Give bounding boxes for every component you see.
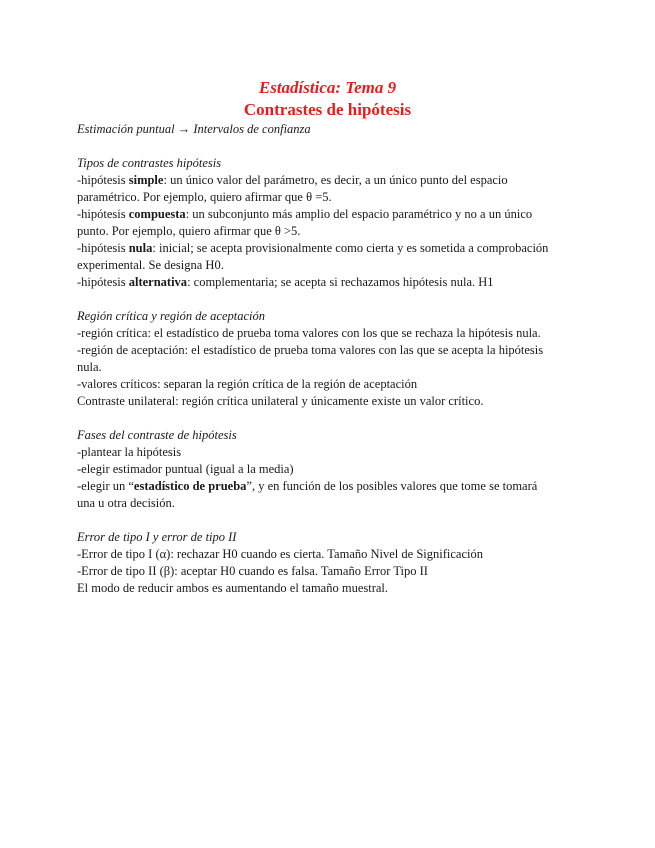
section-heading-region: Región crítica y región de aceptación bbox=[77, 309, 266, 323]
text-run: : un único valor del parámetro, es decir, a un único punto del espacio bbox=[163, 173, 508, 187]
paragraph-line: experimental. Se designa H0. bbox=[77, 258, 224, 272]
document-title bbox=[0, 77, 655, 121]
text-run: -hipótesis bbox=[77, 241, 129, 255]
paragraph-line bbox=[77, 172, 577, 189]
paragraph-line: El modo de reducir ambos es aumentando el tamaño muestral. bbox=[77, 581, 389, 595]
title-topic: Contrastes de hipótesis bbox=[243, 100, 412, 119]
term-estadistico: estadístico de prueba bbox=[133, 479, 247, 493]
paragraph-line: paramétrico. Por ejemplo, quiero afirmar que θ =5. bbox=[77, 190, 332, 204]
paragraph-line: una u otra decisión. bbox=[77, 496, 175, 510]
section-heading-tipos: Tipos de contrastes hipótesis bbox=[77, 156, 222, 170]
title-subject: Estadística: Tema 9 bbox=[258, 78, 397, 97]
paragraph-line: -región crítica: el estadístico de prueba toma valores con los que se rechaza la hipótesis nula. bbox=[77, 326, 541, 340]
spacer bbox=[77, 291, 577, 308]
text-run: -hipótesis bbox=[77, 275, 129, 289]
text-run: : inicial; se acepta provisionalmente como cierta y es sometida a comprobación bbox=[152, 241, 549, 255]
section-heading-fases: Fases del contraste de hipótesis bbox=[77, 428, 237, 442]
paragraph-line: -Error de tipo I (α): rechazar H0 cuando es cierta. Tamaño Nivel de Significación bbox=[77, 547, 483, 561]
paragraph-line: -región de aceptación: el estadístico de prueba toma valores con las que se acepta la hipótesis bbox=[77, 343, 544, 357]
spacer bbox=[77, 138, 577, 155]
paragraph-line: -plantear la hipótesis bbox=[77, 445, 182, 459]
paragraph-line bbox=[77, 274, 577, 291]
paragraph-line bbox=[77, 240, 577, 257]
paragraph-line: nula. bbox=[77, 360, 102, 374]
text-run: -elegir un “ bbox=[77, 479, 134, 493]
spacer bbox=[77, 410, 577, 427]
text-run: -hipótesis bbox=[77, 173, 129, 187]
text-run: ”, y en función de los posibles valores que tome se tomará bbox=[246, 479, 538, 493]
term-alternativa: alternativa bbox=[128, 275, 188, 289]
paragraph-line: -elegir estimador puntual (igual a la media) bbox=[77, 462, 294, 476]
text-run: : un subconjunto más amplio del espacio paramétrico y no a un único bbox=[185, 207, 533, 221]
text-run: : complementaria; se acepta si rechazamos hipótesis nula. H1 bbox=[187, 275, 494, 289]
section-heading-error: Error de tipo I y error de tipo II bbox=[77, 530, 237, 544]
paragraph-line: punto. Por ejemplo, quiero afirmar que θ >5. bbox=[77, 224, 301, 238]
term-simple: simple bbox=[128, 173, 164, 187]
paragraph-line: Contraste unilateral: región crítica unilateral y únicamente existe un valor crítico. bbox=[77, 394, 484, 408]
paragraph-line: -valores críticos: separan la región crítica de la región de aceptación bbox=[77, 377, 418, 391]
paragraph-line: -Error de tipo II (β): aceptar H0 cuando es falsa. Tamaño Error Tipo II bbox=[77, 564, 428, 578]
paragraph-line bbox=[77, 206, 577, 223]
document-body bbox=[77, 121, 577, 597]
intro-line: Estimación puntual → Intervalos de confianza bbox=[77, 122, 311, 136]
paragraph-line bbox=[77, 478, 577, 495]
text-run: -hipótesis bbox=[77, 207, 129, 221]
spacer bbox=[77, 512, 577, 529]
term-compuesta: compuesta bbox=[128, 207, 186, 221]
term-nula: nula bbox=[128, 241, 153, 255]
